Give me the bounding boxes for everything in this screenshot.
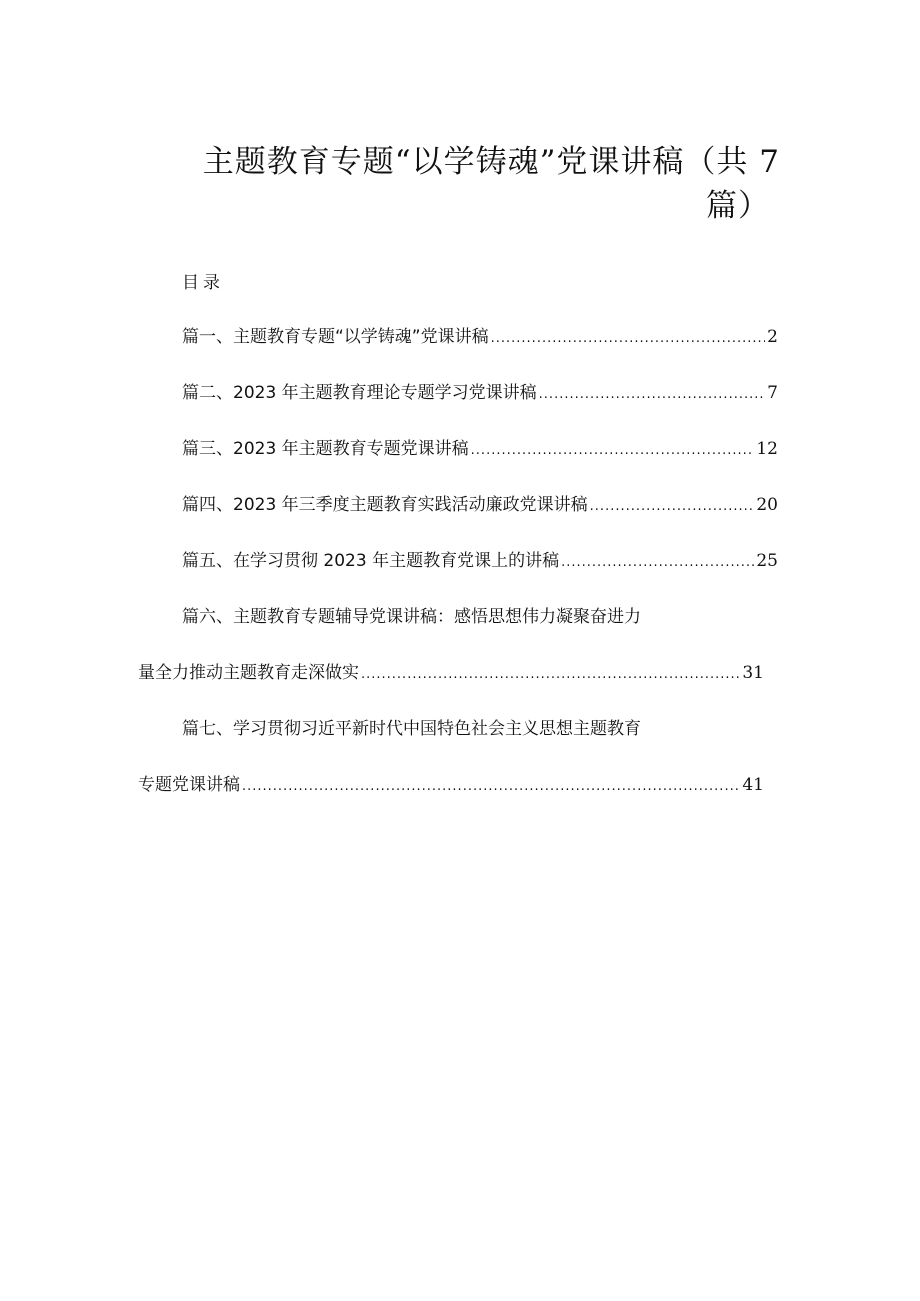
- toc-entry-3[interactable]: [182, 434, 778, 460]
- toc-entry-5[interactable]: [182, 546, 778, 572]
- toc-leader-dots: [242, 779, 740, 794]
- toc-leader-dots: [361, 667, 740, 682]
- toc-entry-page: 41: [742, 775, 764, 795]
- toc-entry-2[interactable]: [182, 378, 778, 404]
- toc-entry-page: 20: [756, 495, 778, 515]
- toc-entry-7-line-1[interactable]: 篇七、学习贯彻习近平新时代中国特色社会主义思想主题教育: [182, 719, 641, 739]
- toc-entry-title: 篇二、2023 年主题教育理论专题学习党课讲稿: [182, 383, 537, 403]
- toc-leader-dots: [539, 387, 766, 402]
- toc-entry-6-line-1[interactable]: 篇六、主题教育专题辅导党课讲稿：感悟思想伟力凝聚奋进力: [182, 607, 641, 627]
- toc-entry-4[interactable]: [182, 490, 778, 516]
- toc-entry-title: 专题党课讲稿: [138, 775, 240, 795]
- title-line-2: 篇）: [706, 188, 770, 224]
- toc-entry-page: 25: [756, 551, 778, 571]
- toc-label: 目录: [182, 273, 224, 293]
- toc-entry-title: 篇五、在学习贯彻 2023 年主题教育党课上的讲稿: [182, 551, 560, 571]
- toc-entry-6[interactable]: [138, 658, 764, 684]
- toc-entry-title: 篇一、主题教育专题“以学铸魂”党课讲稿: [182, 327, 489, 347]
- toc-leader-dots: [561, 555, 754, 570]
- title-line-1: 主题教育专题“以学铸魂”党课讲稿（共 7: [202, 144, 780, 180]
- toc-entry-page: 31: [742, 663, 764, 683]
- document-title: [150, 140, 780, 228]
- toc-entry-page: 7: [767, 383, 778, 403]
- toc-leader-dots: [590, 499, 755, 514]
- toc-entry-page: 12: [756, 439, 778, 459]
- toc-leader-dots: [491, 331, 766, 346]
- toc-entry-title: 篇四、2023 年三季度主题教育实践活动廉政党课讲稿: [182, 495, 588, 515]
- toc-leader-dots: [471, 443, 755, 458]
- toc-entry-title: 量全力推动主题教育走深做实: [138, 663, 359, 683]
- toc-entry-7[interactable]: [138, 770, 764, 796]
- toc-entry-page: 2: [767, 327, 778, 347]
- toc-entry-1[interactable]: [182, 322, 778, 348]
- toc-entry-title: 篇三、2023 年主题教育专题党课讲稿: [182, 439, 469, 459]
